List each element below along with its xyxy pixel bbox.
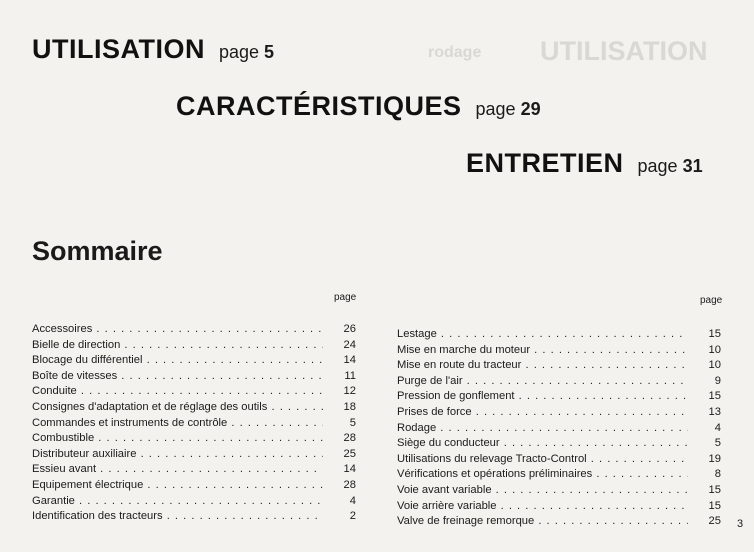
page-word: page: [218, 42, 260, 62]
toc-entry-page: 15: [688, 389, 721, 405]
toc-entry-page: 14: [323, 353, 356, 369]
toc-entry-page: 4: [323, 494, 356, 510]
page-number: 5: [264, 42, 275, 62]
toc-entry: [397, 436, 721, 452]
toc-entry-label: Boîte de vitesses . . .: [32, 369, 356, 385]
toc-entry: [32, 384, 356, 400]
toc-entry-label: Prises de force . . .: [397, 405, 721, 421]
toc-entry: [397, 374, 721, 390]
toc-entry-label: Identification des tracteurs . . .: [32, 509, 356, 525]
toc-entry-label: Utilisations du relevage Tracto-Control . . .: [397, 452, 721, 468]
toc-entry-label: Purge de l'air . . .: [397, 374, 721, 390]
toc-entry-page: 10: [688, 358, 721, 374]
toc-left-column: [32, 322, 356, 525]
toc-entry-label: Voie arrière variable . . .: [397, 499, 721, 515]
toc-entry-label: Consignes d'adaptation et de réglage des outils . . .: [32, 400, 356, 416]
heading-utilisation: [32, 34, 274, 65]
left-column-page-header: page: [334, 292, 357, 303]
toc-entry: [32, 431, 356, 447]
toc-entry-page: 19: [688, 452, 721, 468]
toc-entry-page: 5: [323, 416, 356, 432]
toc-entry-label: Commandes et instruments de contrôle . . .: [32, 416, 356, 432]
toc-entry: [32, 416, 356, 432]
toc-entry: [397, 389, 721, 405]
toc-entry: [32, 478, 356, 494]
heading-entretien: [466, 148, 703, 179]
toc-entry-label: Accessoires . . .: [32, 322, 356, 338]
toc-entry: [32, 400, 356, 416]
toc-entry: [32, 322, 356, 338]
toc-entry-page: 15: [688, 327, 721, 343]
show-through-subheading: rodage: [428, 44, 482, 61]
toc-entry-label: Siège du conducteur . . .: [397, 436, 721, 452]
heading-utilisation-page: [219, 42, 274, 62]
heading-entretien-page: [638, 156, 703, 176]
toc-entry-label: Conduite . . .: [32, 384, 356, 400]
toc-entry-page: 11: [323, 369, 356, 385]
toc-entry-page: 5: [688, 436, 721, 452]
heading-utilisation-title: UTILISATION: [32, 34, 205, 64]
toc-entry-page: 26: [323, 322, 356, 338]
toc-entry-page: 15: [688, 483, 721, 499]
toc-entry: [397, 499, 721, 515]
toc-entry: [397, 467, 721, 483]
page-word: page: [637, 156, 678, 176]
toc-entry-page: 2: [323, 509, 356, 525]
toc-entry-label: Rodage . . .: [397, 421, 721, 437]
toc-entry-page: 4: [688, 421, 721, 437]
toc-entry-label: Mise en marche du moteur . . .: [397, 343, 721, 359]
toc-entry-page: 24: [323, 338, 356, 354]
show-through-heading: UTILISATION: [540, 36, 708, 66]
toc-entry-label: Combustible . . .: [32, 431, 356, 447]
folio-page-number: 3: [737, 518, 744, 530]
toc-entry-label: Mise en route du tracteur . . .: [397, 358, 721, 374]
toc-entry-label: Valve de freinage remorque . . .: [397, 514, 721, 530]
toc-entry-label: Voie avant variable . . .: [397, 483, 721, 499]
heading-caracteristiques-page: [476, 99, 541, 119]
toc-entry-page: 28: [323, 478, 356, 494]
right-column-page-header: page: [700, 295, 723, 306]
toc-entry: [32, 338, 356, 354]
toc-entry: [32, 462, 356, 478]
sommaire-title: Sommaire: [32, 236, 163, 266]
toc-entry: [397, 483, 721, 499]
toc-entry: [397, 343, 721, 359]
heading-caracteristiques: [176, 91, 541, 122]
toc-entry-page: 15: [688, 499, 721, 515]
toc-entry: [397, 421, 721, 437]
toc-entry-page: 12: [323, 384, 356, 400]
toc-entry-label: Garantie . . .: [32, 494, 356, 510]
toc-entry: [397, 514, 721, 530]
toc-entry: [32, 353, 356, 369]
toc-entry: [32, 494, 356, 510]
toc-entry: [397, 327, 721, 343]
toc-entry: [32, 369, 356, 385]
toc-entry: [32, 447, 356, 463]
toc-entry-label: Pression de gonflement . . .: [397, 389, 721, 405]
page-number: 31: [682, 156, 703, 176]
toc-entry-page: 13: [688, 405, 721, 421]
toc-entry-label: Equipement électrique . . .: [32, 478, 356, 494]
toc-entry-page: 14: [323, 462, 356, 478]
toc-entry-page: 9: [688, 374, 721, 390]
toc-entry-page: 25: [688, 514, 721, 530]
toc-entry-label: Vérifications et opérations préliminaires . . .: [397, 467, 721, 483]
toc-right-column: [397, 327, 721, 530]
toc-entry-label: Blocage du différentiel . . .: [32, 353, 356, 369]
page-word: page: [475, 99, 516, 119]
toc-entry-label: Distributeur auxiliaire . . .: [32, 447, 356, 463]
toc-entry: [397, 452, 721, 468]
toc-entry: [397, 405, 721, 421]
toc-entry: [32, 509, 356, 525]
toc-entry-page: 28: [323, 431, 356, 447]
toc-entry-page: 8: [688, 467, 721, 483]
heading-entretien-title: ENTRETIEN: [466, 148, 624, 178]
toc-entry-page: 10: [688, 343, 721, 359]
toc-entry-page: 18: [323, 400, 356, 416]
page-number: 29: [520, 99, 541, 119]
toc-entry-label: Bielle de direction . . .: [32, 338, 356, 354]
toc-entry-page: 25: [323, 447, 356, 463]
toc-entry-label: Essieu avant . . .: [32, 462, 356, 478]
toc-entry: [397, 358, 721, 374]
toc-entry-label: Lestage . . .: [397, 327, 721, 343]
heading-caracteristiques-title: CARACTÉRISTIQUES: [176, 91, 462, 121]
